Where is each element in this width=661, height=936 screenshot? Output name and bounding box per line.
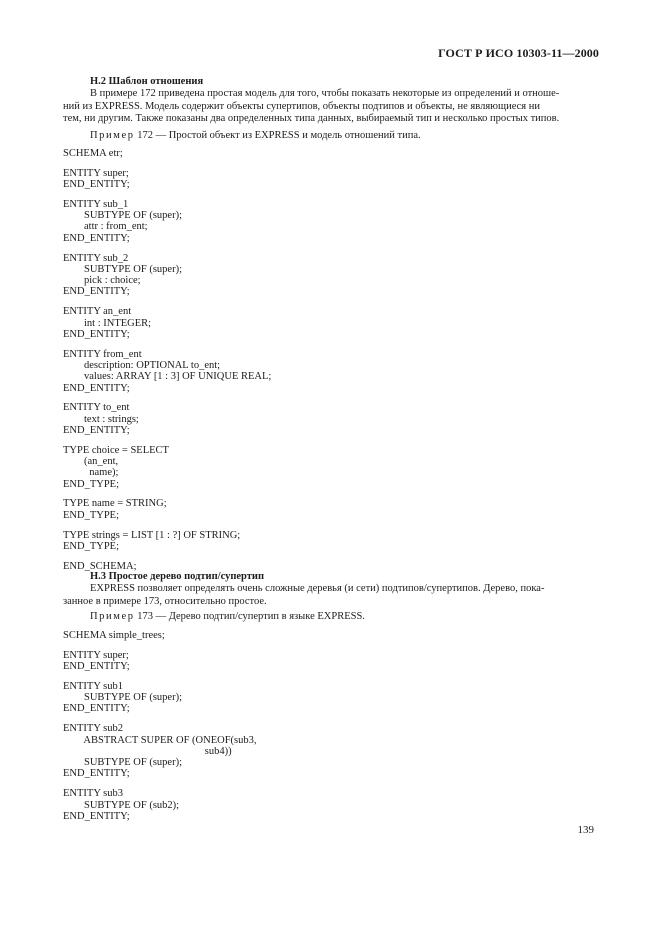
express-code-block-1 <box>63 148 271 580</box>
code-line: END_ENTITY; <box>63 661 130 673</box>
code-line: END_TYPE; <box>63 478 119 490</box>
code-group <box>63 306 271 340</box>
code-group <box>63 530 271 553</box>
paragraph-line: тем, ни другим. Также показаны два определенных типа данных, выбираемый тип и несколько простых типов. <box>63 113 560 124</box>
code-group <box>63 650 257 673</box>
code-line: SUBTYPE OF (sub2); <box>63 799 180 811</box>
code-line: END_ENTITY; <box>63 768 130 780</box>
code-group <box>63 168 271 191</box>
code-line: END_ENTITY; <box>63 232 130 244</box>
code-line: END_ENTITY; <box>63 810 130 822</box>
code-group <box>63 402 271 436</box>
code-line: END_TYPE; <box>63 509 119 521</box>
code-line: END_ENTITY; <box>63 286 130 298</box>
code-line: END_ENTITY; <box>63 424 130 436</box>
code-line: SUBTYPE OF (super); <box>63 692 183 704</box>
example-text: 172 — Простой объект из EXPRESS и модель отношений типа. <box>137 130 421 141</box>
code-group <box>63 498 271 521</box>
code-line: ENTITY to_ent <box>63 402 130 414</box>
code-line: END_ENTITY; <box>63 703 130 715</box>
code-line: ENTITY super; <box>63 649 129 661</box>
paragraph-line: ний из EXPRESS. Модель содержит объекты супертипов, объекты подтипов и объекты, не являющиеся ни <box>63 100 540 112</box>
code-line: values: ARRAY [1 : 3] OF UNIQUE REAL; <box>63 371 272 383</box>
code-line: name); <box>63 467 119 479</box>
code-group <box>63 723 257 779</box>
section-heading-h3: Н.3 Простое дерево подтип/супертип <box>90 571 265 582</box>
code-line: END_TYPE; <box>63 540 119 552</box>
code-line: SUBTYPE OF (super); <box>63 263 183 275</box>
page-header: ГОСТ Р ИСО 10303-11—2000 <box>438 46 599 60</box>
code-line: (an_ent, <box>63 456 119 468</box>
code-group <box>63 681 257 715</box>
code-group <box>63 148 271 159</box>
example-caption-173 <box>90 611 365 622</box>
code-line: SCHEMA simple_trees; <box>63 630 165 641</box>
code-line: int : INTEGER; <box>63 317 152 329</box>
code-line: END_ENTITY; <box>63 382 130 394</box>
code-line: description: OPTIONAL to_ent; <box>63 359 221 371</box>
page-number: 139 <box>577 824 594 836</box>
code-group <box>63 199 271 244</box>
code-line: TYPE name = STRING; <box>63 498 167 510</box>
code-line: ENTITY sub_1 <box>63 198 129 210</box>
code-line: ENTITY an_ent <box>63 306 132 318</box>
code-line: pick : choice; <box>63 275 141 287</box>
code-line: text : strings; <box>63 413 139 425</box>
paragraph-line: занное в примере 173, относительно простое. <box>63 595 267 607</box>
code-line: ABSTRACT SUPER OF (ONEOF(sub3, <box>63 734 257 746</box>
example-label: Пример <box>90 611 135 622</box>
section-h3-paragraph <box>63 583 599 608</box>
express-code-block-2 <box>63 630 257 831</box>
code-line: ENTITY super; <box>63 167 129 179</box>
code-line: SUBTYPE OF (super); <box>63 757 183 769</box>
example-caption-172 <box>90 130 421 141</box>
example-label: Пример <box>90 130 135 141</box>
code-line: attr : from_ent; <box>63 221 148 233</box>
code-line: ENTITY sub3 <box>63 788 123 800</box>
code-group <box>63 630 257 641</box>
code-line: END_ENTITY; <box>63 179 130 191</box>
code-line: SUBTYPE OF (super); <box>63 210 183 222</box>
code-line: ENTITY sub2 <box>63 723 123 735</box>
section-h2-paragraph <box>63 88 599 126</box>
code-group <box>63 253 271 298</box>
code-line: SCHEMA etr; <box>63 148 123 159</box>
code-group <box>63 349 271 394</box>
code-group <box>63 788 257 822</box>
code-line: END_ENTITY; <box>63 328 130 340</box>
code-line: TYPE strings = LIST [1 : ?] OF STRING; <box>63 529 241 541</box>
section-heading-h2: Н.2 Шаблон отношения <box>90 76 204 87</box>
code-line: ENTITY from_ent <box>63 348 142 360</box>
code-line: ENTITY sub_2 <box>63 252 129 264</box>
code-line: sub4)) <box>63 745 232 757</box>
paragraph-line: EXPRESS позволяет определять очень сложные деревья (и сети) подтипов/супертипов. Дерево, пока- <box>90 583 545 594</box>
code-line: TYPE choice = SELECT <box>63 444 169 456</box>
code-line: ENTITY sub1 <box>63 680 123 692</box>
paragraph-line: В примере 172 приведена простая модель для того, чтобы показать некоторые из определений и отноше- <box>90 88 560 99</box>
example-text: 173 — Дерево подтип/супертип в языке EXPRESS. <box>137 611 365 622</box>
code-line: END_SCHEMA; <box>63 560 137 572</box>
code-group <box>63 445 271 490</box>
